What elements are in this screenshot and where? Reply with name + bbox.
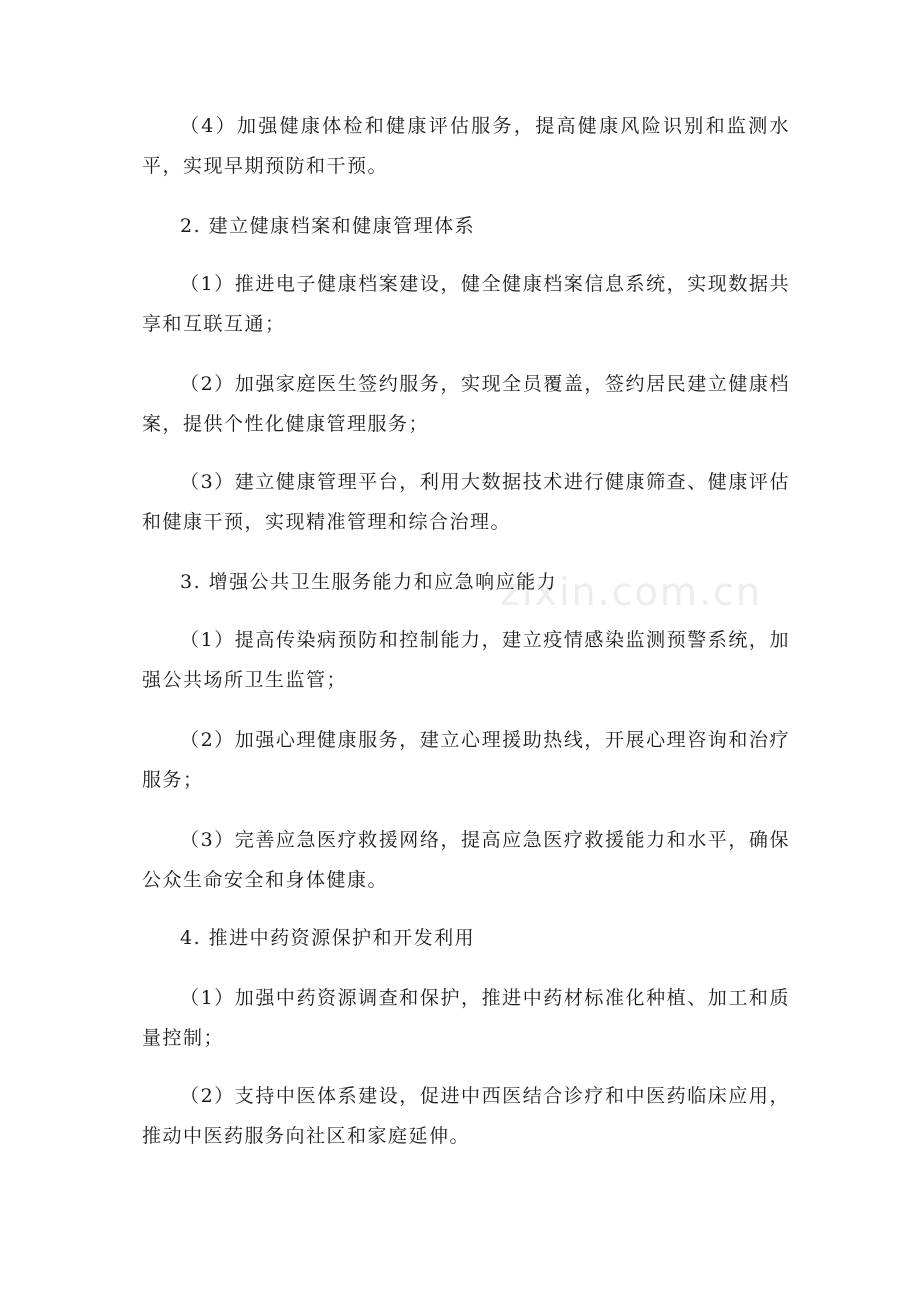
paragraph-tcm-resources: （1）加强中药资源调查和保护，推进中药材标准化种植、加工和质量控制；	[142, 987, 790, 1049]
section-heading-4: 4. 推进中药资源保护和开发利用	[180, 927, 476, 949]
watermark: zixin.com.cn	[500, 570, 762, 614]
paragraph-family-doctor: （2）加强家庭医生签约服务，实现全员覆盖，签约居民建立健康档案，提供个性化健康管理服务；	[142, 373, 790, 435]
paragraph-mental-health: （2）加强心理健康服务，建立心理援助热线，开展心理咨询和治疗服务；	[142, 729, 790, 791]
paragraph-infectious-disease: （1）提高传染病预防和控制能力，建立疫情感染监测预警系统，加强公共场所卫生监管；	[142, 629, 790, 691]
paragraph-health-platform: （3）建立健康管理平台，利用大数据技术进行健康筛查、健康评估和健康干预，实现精准管理和综合治理。	[142, 471, 790, 533]
paragraph-tcm-system: （2）支持中医体系建设，促进中西医结合诊疗和中医药临床应用，推动中医药服务向社区和家庭延伸。	[142, 1085, 790, 1147]
paragraph-health-checkup: （4）加强健康体检和健康评估服务，提高健康风险识别和监测水平，实现早期预防和干预。	[142, 115, 790, 177]
section-heading-2: 2. 建立健康档案和健康管理体系	[180, 215, 476, 237]
paragraph-emergency-rescue: （3）完善应急医疗救援网络，提高应急医疗救援能力和水平，确保公众生命安全和身体健康。	[142, 829, 790, 891]
section-heading-3: 3. 增强公共卫生服务能力和应急响应能力	[180, 571, 558, 593]
paragraph-e-health-records: （1）推进电子健康档案建设，健全健康档案信息系统，实现数据共享和互联互通；	[142, 273, 790, 335]
